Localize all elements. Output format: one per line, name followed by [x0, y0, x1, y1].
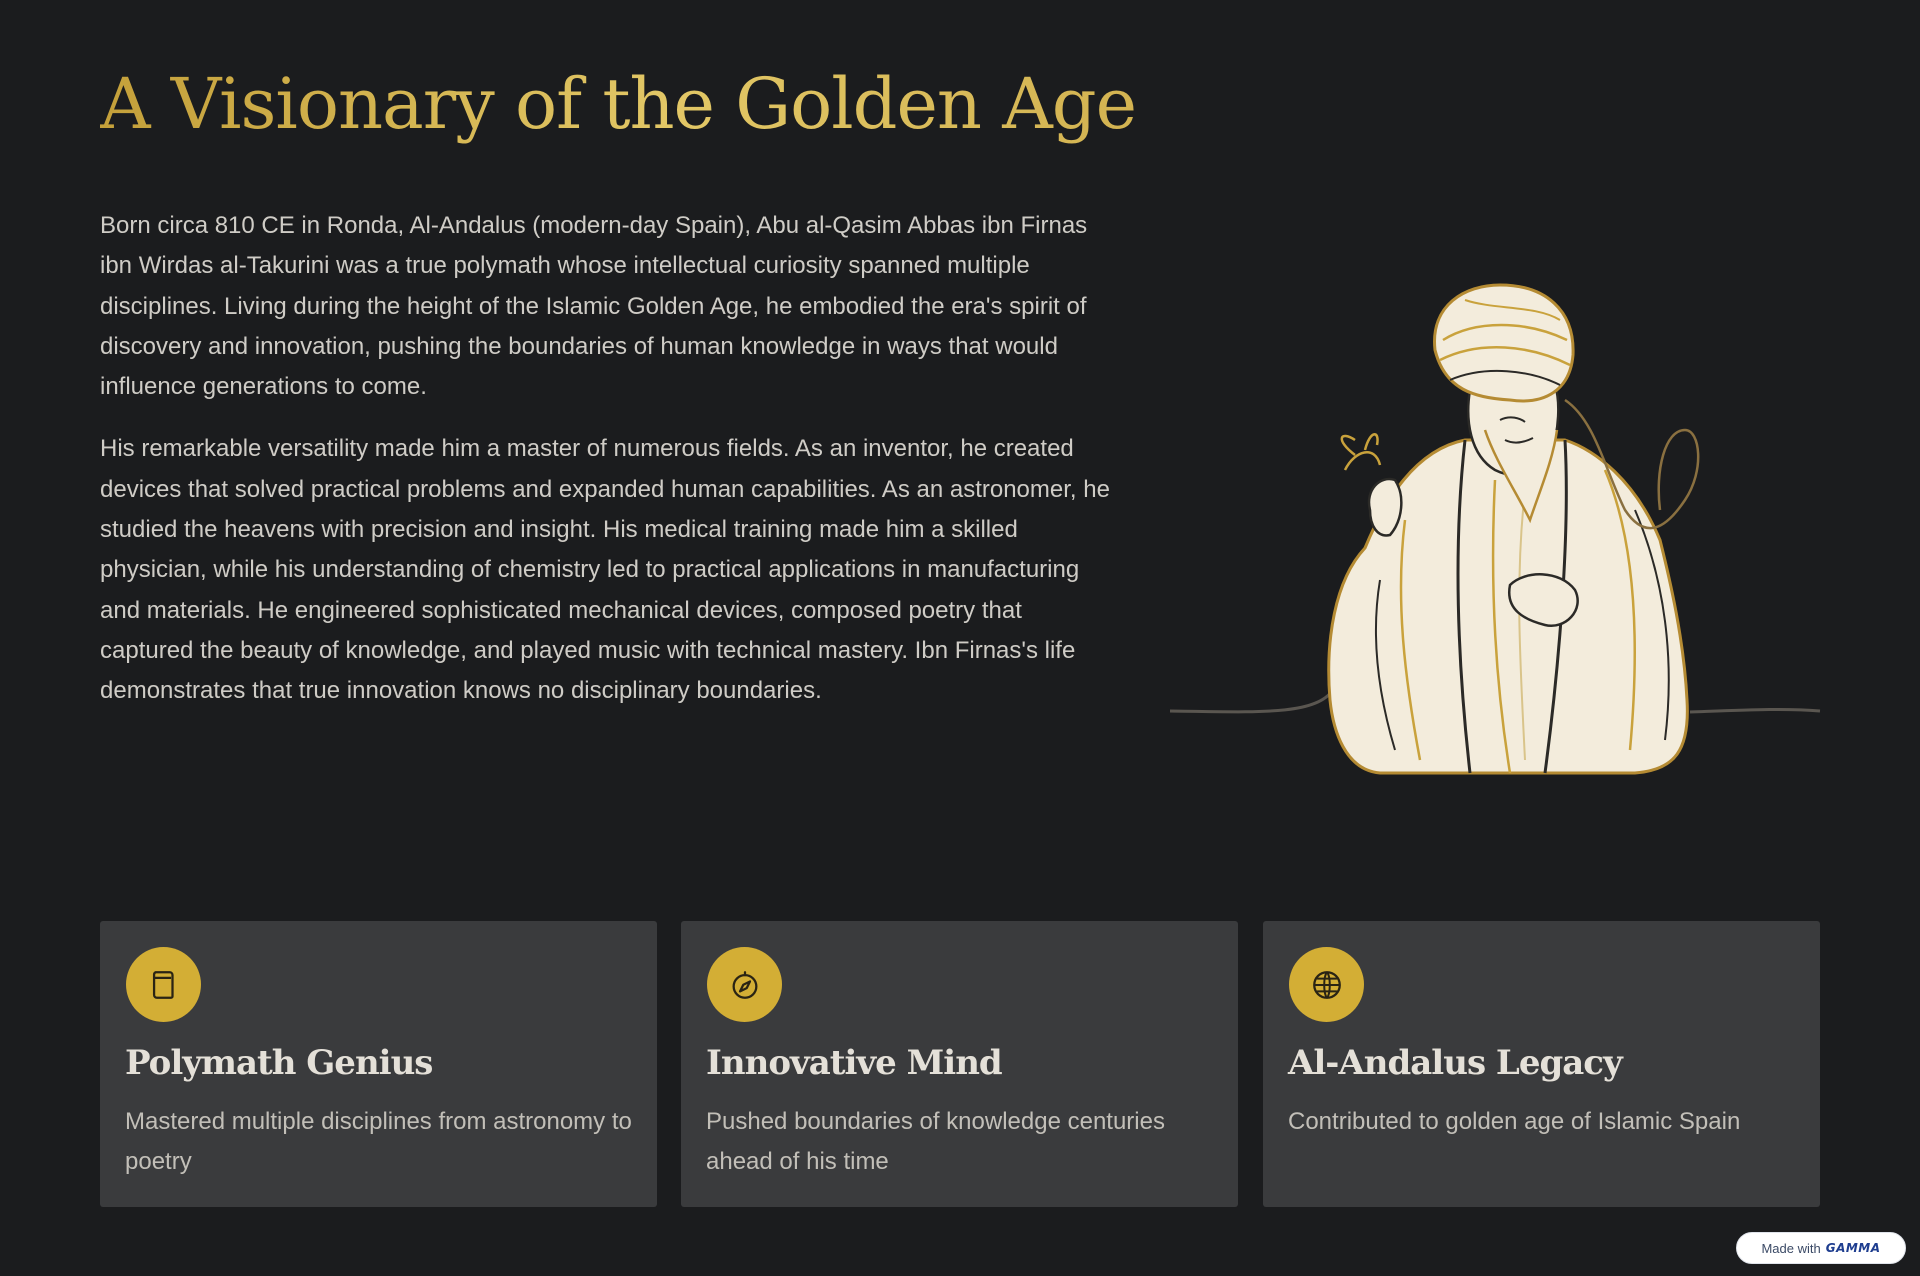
card-title: Polymath Genius [125, 1043, 433, 1083]
card-icon-badge [707, 947, 782, 1022]
compass-icon [728, 968, 762, 1002]
feature-card-legacy [1263, 921, 1820, 1207]
intro-paragraph-1: Born circa 810 CE in Ronda, Al-Andalus (modern-day Spain), Abu al-Qasim Abbas ibn Firnas ibn Wirdas al-Takurini was a true polymath whose intellectual curiosity spanned multiple disciplines. Living during the height of the Islamic Golden Age, he embodied the era's spirit of discovery and innovation, pushing the boundaries of human knowledge in ways that would influence generations to come. [100, 212, 1088, 401]
scholar-illustration [1165, 280, 1825, 790]
page-title: A Visionary of the Golden Age [100, 63, 1137, 145]
made-with-label: Made with [1761, 1240, 1821, 1256]
globe-icon [1310, 968, 1344, 1002]
card-description: Pushed boundaries of knowledge centuries ahead of his time [706, 1108, 1165, 1175]
card-icon-badge [1289, 947, 1364, 1022]
book-icon [147, 968, 181, 1002]
gamma-logo: GAMMA [1825, 1241, 1881, 1255]
card-title: Innovative Mind [706, 1043, 1002, 1083]
made-with-gamma-badge[interactable] [1736, 1232, 1906, 1264]
scholar-portrait-illustration [1165, 280, 1825, 790]
card-icon-badge [126, 947, 201, 1022]
feature-card-innovative [681, 921, 1238, 1207]
intro-paragraph-2: His remarkable versatility made him a master of numerous fields. As an inventor, he created devices that solved practical problems and expanded human capabilities. As an astronomer, he studied the heavens with precision and insight. His medical training made him a skilled physician, while his understanding of chemistry led to practical applications in manufacturing and materials. He engineered sophisticated mechanical devices, composed poetry that captured the beauty of knowledge, and played music with technical mastery. Ibn Firnas's life demonstrates that true innovation knows no disciplinary boundaries. [100, 435, 1110, 705]
intro-text [100, 206, 1110, 734]
card-title: Al-Andalus Legacy [1288, 1043, 1622, 1083]
feature-cards [100, 921, 1820, 1207]
card-description: Contributed to golden age of Islamic Spain [1288, 1108, 1741, 1135]
feature-card-polymath [100, 921, 657, 1207]
card-description: Mastered multiple disciplines from astronomy to poetry [125, 1108, 632, 1175]
